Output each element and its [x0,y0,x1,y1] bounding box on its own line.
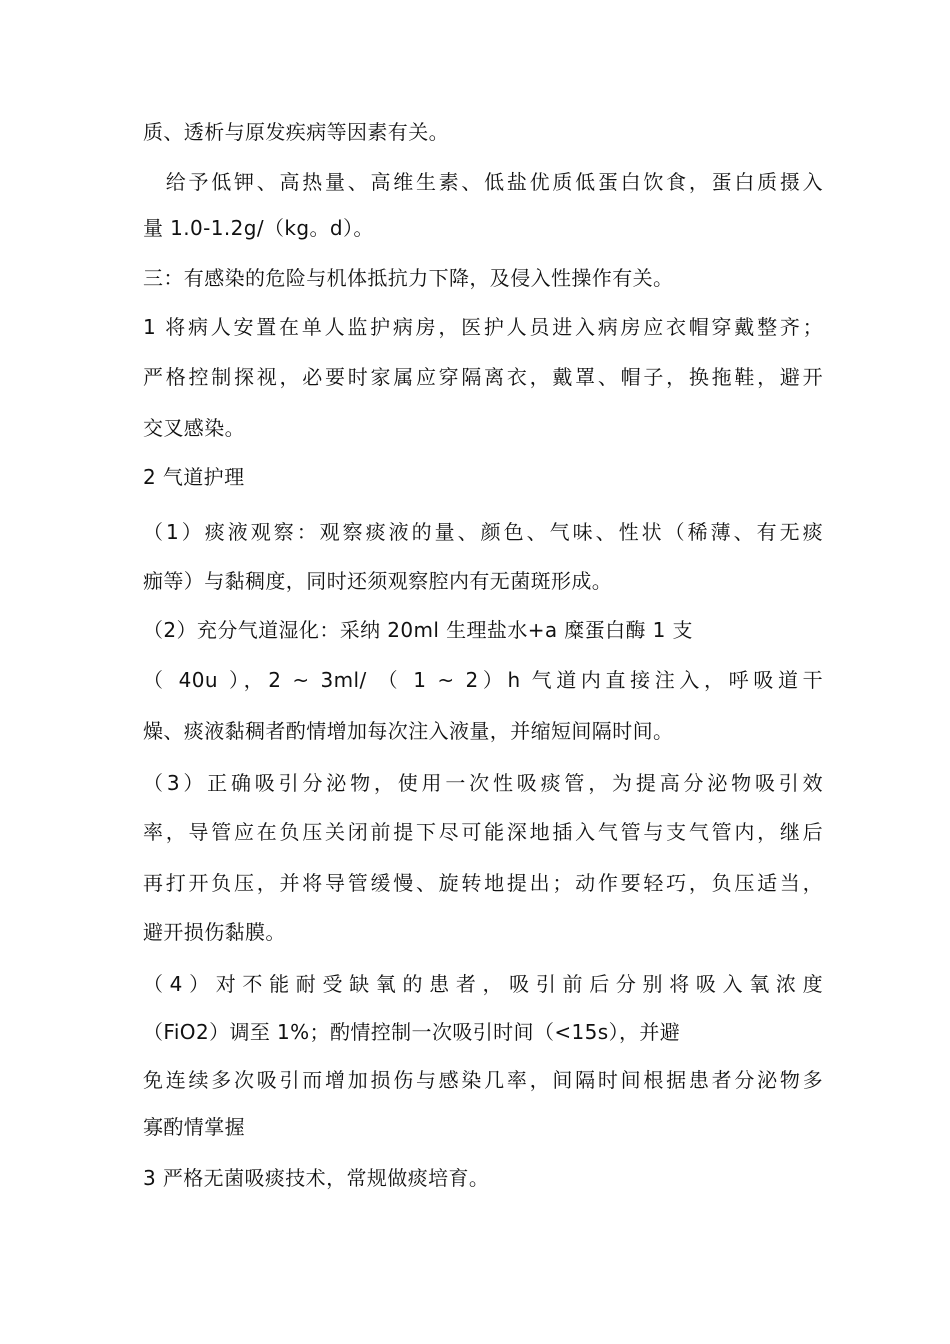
text-line: 燥、痰液黏稠者酌情增加每次注入液量，并缩短间隔时间。 [143,719,674,743]
text-line: 给予低钾、高热量、高维生素、低盐优质低蛋白饮食，蛋白质摄入 [143,170,823,194]
text-line: （1）痰液观察：观察痰液的量、颜色、气味、性状（稀薄、有无痰 [143,520,823,544]
text-line: 1 将病人安置在单人监护病房，医护人员进入病房应衣帽穿戴整齐； [143,315,823,339]
text-line: 质、透析与原发疾病等因素有关。 [143,120,449,144]
text-line: 严格控制探视，必要时家属应穿隔离衣，戴罩、帽子，换拖鞋，避开 [143,365,823,389]
text-line: 寡酌情掌握 [143,1115,245,1139]
text-line: （FiO2）调至 1%；酌情控制一次吸引时间（<15s），并避 [143,1020,681,1044]
text-line: 量 1.0-1.2g/（kg。d）。 [143,216,374,240]
text-line: 再打开负压，并将导管缓慢、旋转地提出；动作要轻巧，负压适当， [143,871,823,895]
text-line: 率，导管应在负压关闭前提下尽可能深地插入气管与支气管内，继后 [143,820,823,844]
section-heading: 三：有感染的危险与机体抵抗力下降，及侵入性操作有关。 [143,266,674,290]
text-line: 避开损伤黏膜。 [143,920,286,944]
text-line: （ 40u ），2 ~ 3ml/ （ 1 ~ 2）h 气道内直接注入，呼吸道干 [143,668,823,692]
subsection-heading: 2 气道护理 [143,465,245,489]
subsection-heading: 3 严格无菌吸痰技术，常规做痰培育。 [143,1166,490,1190]
text-line: （4）对不能耐受缺氧的患者，吸引前后分别将吸入氧浓度 [143,972,823,996]
text-line: （3）正确吸引分泌物，使用一次性吸痰管，为提高分泌物吸引效 [143,771,823,795]
text-line: 痂等）与黏稠度，同时还须观察腔内有无菌斑形成。 [143,569,613,593]
text-line: 免连续多次吸引而增加损伤与感染几率，间隔时间根据患者分泌物多 [143,1068,823,1092]
text-line: 交叉感染。 [143,416,245,440]
text-line: （2）充分气道湿化：采纳 20ml 生理盐水+a 糜蛋白酶 1 支 [143,618,693,642]
